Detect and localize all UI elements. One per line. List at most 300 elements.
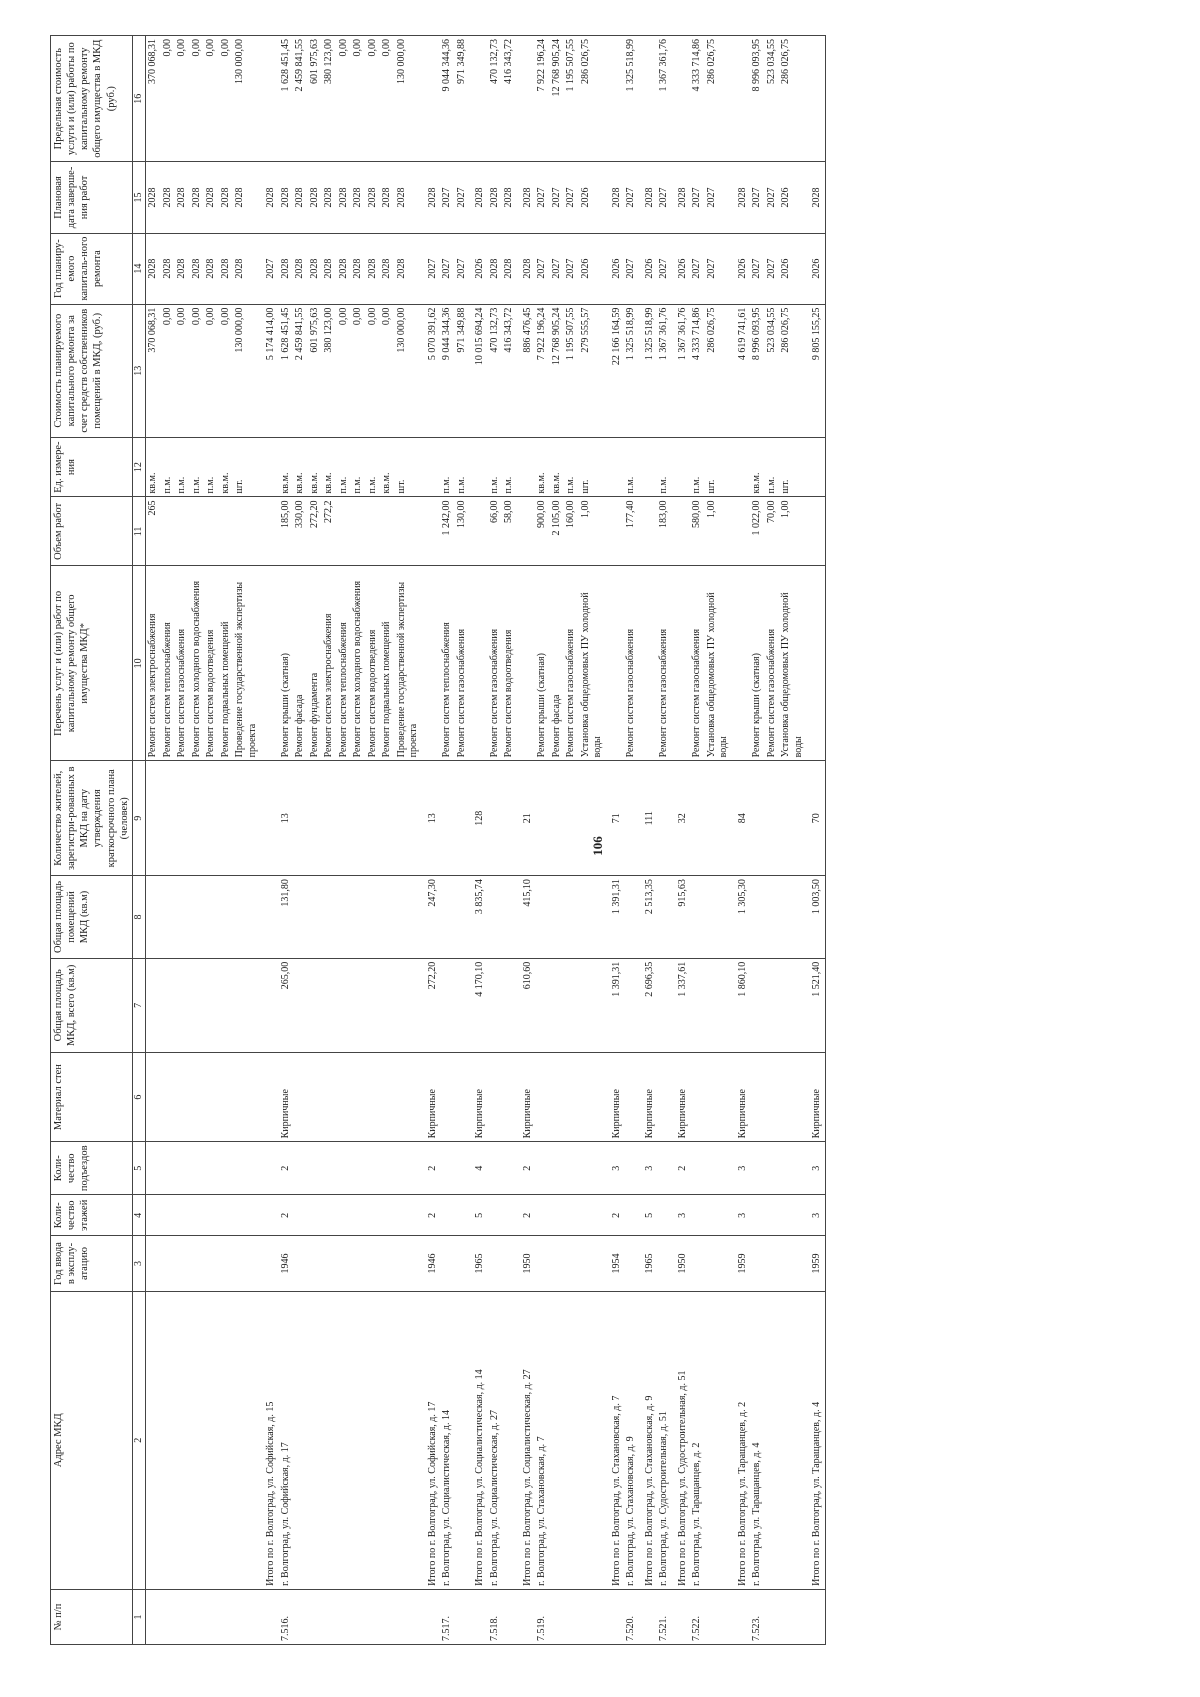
table-row [624,36,639,1645]
table-cell: п.м. [366,437,381,497]
table-cell: 0,00 [337,36,352,162]
table-cell [351,1236,366,1291]
table-cell: п.м. [175,437,190,497]
table-cell [233,497,260,566]
table-cell [366,1052,381,1142]
table-cell: 3 [639,1142,658,1195]
table-cell: Ремонт систем водоотведения [366,566,381,761]
table-cell: 2027 [535,233,550,304]
table-cell [260,36,279,162]
table-cell [705,1589,732,1644]
table-cell [517,437,536,497]
table-cell: 247,30 [422,876,441,959]
table-cell: Ремонт систем газоснабжения [175,566,190,761]
table-cell [502,1236,517,1291]
table-row [488,36,503,1645]
table-cell [750,761,765,876]
table-cell [293,1052,308,1142]
table-cell [779,1589,806,1644]
table-cell: Проведение государственной экспертизы проекта [233,566,260,761]
table-cell: Ремонт систем теплоснабжения [337,566,352,761]
table-cell [469,437,488,497]
table-cell: Ремонт систем газоснабжения [690,566,705,761]
table-cell [175,497,190,566]
table-cell: 2028 [351,233,366,304]
table-cell: 1 367 361,76 [657,304,672,437]
table-cell: 9 805 155,25 [806,304,825,437]
column-header: № п/п [51,1589,133,1644]
table-cell [488,876,503,959]
table-cell [705,1052,732,1142]
table-cell: 2028 [233,233,260,304]
table-cell [146,1291,161,1589]
table-cell: Итого по г. Волгоград, ул. Стахановская, д. 9 [639,1291,658,1589]
table-cell [705,1291,732,1589]
table-cell: 3 [606,1142,625,1195]
table-cell: 12 768 905,24 [550,36,565,162]
table-cell [337,876,352,959]
table-cell [322,1236,337,1291]
table-cell [657,761,672,876]
total-row [260,36,279,1645]
table-cell: Кирпичные [469,1052,488,1142]
table-cell [219,1236,234,1291]
table-cell: 1,00 [579,497,606,566]
table-row [190,36,205,1645]
table-cell [219,1142,234,1195]
column-number: 5 [132,1142,146,1195]
table-cell: 2028 [395,233,422,304]
table-cell: Итого по г. Волгоград, ул. Судостроительная, д. 51 [672,1291,691,1589]
table-cell: 2028 [146,162,161,233]
table-cell: 2 [422,1142,441,1195]
table-cell: Ремонт крыши (скатная) [750,566,765,761]
table-cell [175,761,190,876]
table-cell: 2027 [690,233,705,304]
table-row [440,36,455,1645]
column-number: 14 [132,233,146,304]
table-cell [161,1236,176,1291]
table-cell [260,566,279,761]
table-cell: Ремонт систем газоснабжения [624,566,639,761]
table-cell: 2028 [175,233,190,304]
table-cell [204,1142,219,1195]
table-cell: 160,00 [564,497,579,566]
table-cell [488,1142,503,1195]
table-cell [219,1052,234,1142]
table-cell: 2026 [469,233,488,304]
table-cell: 3 [672,1195,691,1236]
table-row [502,36,517,1645]
table-cell: 1959 [806,1236,825,1291]
table-cell: п.м. [190,437,205,497]
table-cell: Ремонт систем газоснабжения [657,566,672,761]
table-cell [380,497,395,566]
table-cell [672,437,691,497]
table-cell [606,566,625,761]
table-cell: Кирпичные [279,1052,294,1142]
table-cell [732,566,751,761]
table-cell: г. Волгоград, ул. Таращанцев, д. 4 [750,1291,765,1589]
table-cell: 2028 [293,233,308,304]
table-cell: Кирпичные [517,1052,536,1142]
table-cell: 380 123,00 [322,304,337,437]
table-cell: Ремонт систем теплоснабжения [161,566,176,761]
table-cell: 971 349,88 [455,304,470,437]
table-cell: 2 459 841,55 [293,304,308,437]
table-cell [806,437,825,497]
table-cell [395,1236,422,1291]
table-cell: п.м. [488,437,503,497]
column-header: Общая площадь помещений МКД (кв.м) [51,876,133,959]
table-cell: 2028 [502,233,517,304]
table-cell [351,761,366,876]
table-row [293,36,308,1645]
table-cell: 2028 [175,162,190,233]
table-cell [440,1236,455,1291]
table-cell: 8 996 093,95 [750,304,765,437]
table-cell: 1 367 361,76 [657,36,672,162]
table-cell: 2 [672,1142,691,1195]
table-cell [233,1236,260,1291]
table-row [322,36,337,1645]
table-cell [765,1195,780,1236]
table-cell [488,1236,503,1291]
table-cell [440,958,455,1052]
table-cell [395,958,422,1052]
table-cell: 4 619 741,61 [732,304,751,437]
table-cell [765,1236,780,1291]
table-cell: 1959 [732,1236,751,1291]
table-cell: Кирпичные [639,1052,658,1142]
table-cell: 2 [279,1142,294,1195]
table-cell [260,761,279,876]
table-cell [705,1195,732,1236]
table-cell: 1965 [639,1236,658,1291]
table-cell: 2028 [488,233,503,304]
table-cell: шт. [233,437,260,497]
table-cell: 2028 [260,162,279,233]
table-cell: 2027 [657,233,672,304]
table-cell [175,1291,190,1589]
table-cell [550,1142,565,1195]
column-header: Год ввода в эксплу-атацию [51,1236,133,1291]
table-cell: 22 166 164,59 [606,304,625,437]
table-cell [579,958,606,1052]
total-row [806,36,825,1645]
table-cell: кв.м. [535,437,550,497]
table-cell [233,1195,260,1236]
table-cell [233,1291,260,1589]
table-cell [579,761,606,876]
table-cell: 2026 [779,162,806,233]
column-header: Адрес МКД [51,1291,133,1589]
table-cell: 7.523. [750,1589,765,1644]
table-cell [455,761,470,876]
table-cell: 2027 [260,233,279,304]
table-cell [351,1142,366,1195]
table-cell [502,761,517,876]
table-cell [380,1236,395,1291]
table-cell [161,1589,176,1644]
table-cell [161,761,176,876]
table-cell [380,1589,395,1644]
table-cell [624,1142,639,1195]
table-cell: Итого по г. Волгоград, ул. Софийская, д. 17 [422,1291,441,1589]
table-cell [322,1052,337,1142]
table-cell [366,1142,381,1195]
table-cell: 2028 [502,162,517,233]
table-cell [260,437,279,497]
column-number: 7 [132,958,146,1052]
table-cell: 415,10 [517,876,536,959]
table-cell [337,1195,352,1236]
table-cell: 4 [469,1142,488,1195]
table-cell [351,1291,366,1589]
table-cell [219,1195,234,1236]
table-cell [657,1195,672,1236]
table-cell: 370 068,31 [146,304,161,437]
table-cell: 2028 [146,233,161,304]
table-cell [260,958,279,1052]
table-header [51,36,146,1645]
table-cell [293,1236,308,1291]
table-cell: 416 343,72 [502,36,517,162]
table-cell [440,1195,455,1236]
table-cell [779,876,806,959]
table-cell [765,876,780,959]
table-row [219,36,234,1645]
table-cell: 2028 [422,162,441,233]
total-row [606,36,625,1645]
table-cell: 0,00 [161,36,176,162]
table-cell: Установка общедомовых ПУ холодной воды [779,566,806,761]
table-cell [550,1236,565,1291]
table-cell [351,497,366,566]
table-cell: Кирпичные [806,1052,825,1142]
table-row [564,36,579,1645]
table-cell [779,1291,806,1589]
table-cell: кв.м. [293,437,308,497]
table-cell [765,1052,780,1142]
table-cell [579,1142,606,1195]
table-cell: 2028 [161,233,176,304]
table-cell [690,1195,705,1236]
table-cell: 279 555,57 [579,304,606,437]
table-cell: 130,00 [455,497,470,566]
table-cell [672,566,691,761]
column-header: Общая площадь МКД, всего (кв.м) [51,958,133,1052]
table-cell: 2028 [308,162,323,233]
table-cell: 8 996 093,95 [750,36,765,162]
table-cell [366,958,381,1052]
table-cell: 286 026,75 [779,36,806,162]
table-cell: 1 337,61 [672,958,691,1052]
table-cell: 2026 [579,162,606,233]
table-cell: 610,60 [517,958,536,1052]
table-cell [395,1291,422,1589]
total-row [517,36,536,1645]
table-row [161,36,176,1645]
table-cell [732,497,751,566]
table-cell [639,437,658,497]
table-cell: п.м. [624,437,639,497]
table-cell [337,1589,352,1644]
table-cell [260,876,279,959]
table-cell [219,761,234,876]
table-cell: 2028 [366,233,381,304]
table-cell: 2028 [366,162,381,233]
table-cell: 70 [806,761,825,876]
table-cell: 900,00 [535,497,550,566]
table-cell: Ремонт систем водоотведения [502,566,517,761]
table-cell [146,958,161,1052]
table-cell [380,1142,395,1195]
table-cell [146,761,161,876]
table-cell [380,1291,395,1589]
table-cell: 0,00 [351,36,366,162]
table-cell: 2028 [672,162,691,233]
table-cell: п.м. [337,437,352,497]
table-cell: 2027 [750,162,765,233]
table-cell: 2028 [337,233,352,304]
table-cell [502,1589,517,1644]
table-cell: п.м. [204,437,219,497]
table-cell [517,497,536,566]
table-cell: 7 922 196,24 [535,36,550,162]
table-cell [705,958,732,1052]
table-cell [657,1052,672,1142]
table-cell: 265,00 [279,958,294,1052]
table-cell [308,958,323,1052]
table-cell: 370 068,31 [146,36,161,162]
table-cell [455,1291,470,1589]
table-cell [219,1589,234,1644]
table-cell [806,566,825,761]
table-cell: 1 325 518,99 [639,304,658,437]
table-cell: 7.519. [535,1589,550,1644]
table-cell: 971 349,88 [455,36,470,162]
table-cell [690,1236,705,1291]
table-cell [422,566,441,761]
table-cell [579,1291,606,1589]
column-number: 8 [132,876,146,959]
table-cell: кв.м. [146,437,161,497]
table-cell [260,1589,279,1644]
table-cell: 1946 [422,1236,441,1291]
table-cell [779,1142,806,1195]
table-cell: г. Волгоград, ул. Судостроительная, д. 51 [657,1291,672,1589]
table-cell [488,1195,503,1236]
table-cell: Итого по г. Волгоград, ул. Социалистическая, д. 27 [517,1291,536,1589]
table-cell: 3 [732,1195,751,1236]
table-cell [308,1142,323,1195]
table-cell [175,1195,190,1236]
table-cell [422,437,441,497]
table-row [146,36,161,1645]
table-cell [765,958,780,1052]
table-row [308,36,323,1645]
table-cell: Итого по г. Волгоград, ул. Социалистическая, д. 14 [469,1291,488,1589]
table-cell [750,1052,765,1142]
table-cell: Ремонт подвальных помещений [380,566,395,761]
table-cell [366,1195,381,1236]
table-cell [322,1195,337,1236]
table-cell [161,1142,176,1195]
column-number: 13 [132,304,146,437]
table-cell [455,1195,470,1236]
table-cell: 1 391,31 [606,876,625,959]
table-cell: 2028 [204,233,219,304]
table-cell [732,437,751,497]
table-cell [750,1142,765,1195]
table-cell [765,1589,780,1644]
table-cell [488,958,503,1052]
table-cell: 0,00 [380,36,395,162]
table-cell [204,958,219,1052]
table-row [279,36,294,1645]
table-cell: 1 367 361,76 [672,304,691,437]
table-cell [502,1291,517,1589]
table-cell: 2026 [579,233,606,304]
table-cell: п.м. [502,437,517,497]
column-number: 3 [132,1236,146,1291]
table-cell: 2 459 841,55 [293,36,308,162]
table-cell: 1 628 451,45 [279,304,294,437]
table-cell [380,1052,395,1142]
table-cell [705,1236,732,1291]
table-cell [260,497,279,566]
table-cell: 2027 [705,162,732,233]
table-cell [440,876,455,959]
table-cell [690,958,705,1052]
table-cell [690,876,705,959]
table-cell [337,761,352,876]
table-cell [732,1589,751,1644]
table-cell: 286 026,75 [779,304,806,437]
table-cell [204,1589,219,1644]
column-number: 12 [132,437,146,497]
table-cell: 2 [517,1195,536,1236]
table-cell [535,1236,550,1291]
table-cell: 12 768 905,24 [550,304,565,437]
table-cell [624,1052,639,1142]
table-cell [469,1589,488,1644]
table-cell [175,1236,190,1291]
table-cell: 13 [422,761,441,876]
table-cell [395,497,422,566]
column-number: 1 [132,1589,146,1644]
table-cell: 2027 [750,233,765,304]
table-cell: 10 015 694,24 [469,304,488,437]
table-cell: 2026 [672,233,691,304]
table-cell: 2028 [380,162,395,233]
table-cell [624,958,639,1052]
table-cell [308,876,323,959]
table-cell: 2027 [455,162,470,233]
table-cell [219,497,234,566]
table-cell: 2028 [293,162,308,233]
table-cell [175,876,190,959]
table-cell [308,1589,323,1644]
table-cell [705,1142,732,1195]
table-cell [469,566,488,761]
table-cell: Итого по г. Волгоград, ул. Таращанцев, д. 4 [806,1291,825,1589]
table-cell [395,1142,422,1195]
table-cell [657,876,672,959]
table-cell: 2027 [624,162,639,233]
table-cell [322,1589,337,1644]
